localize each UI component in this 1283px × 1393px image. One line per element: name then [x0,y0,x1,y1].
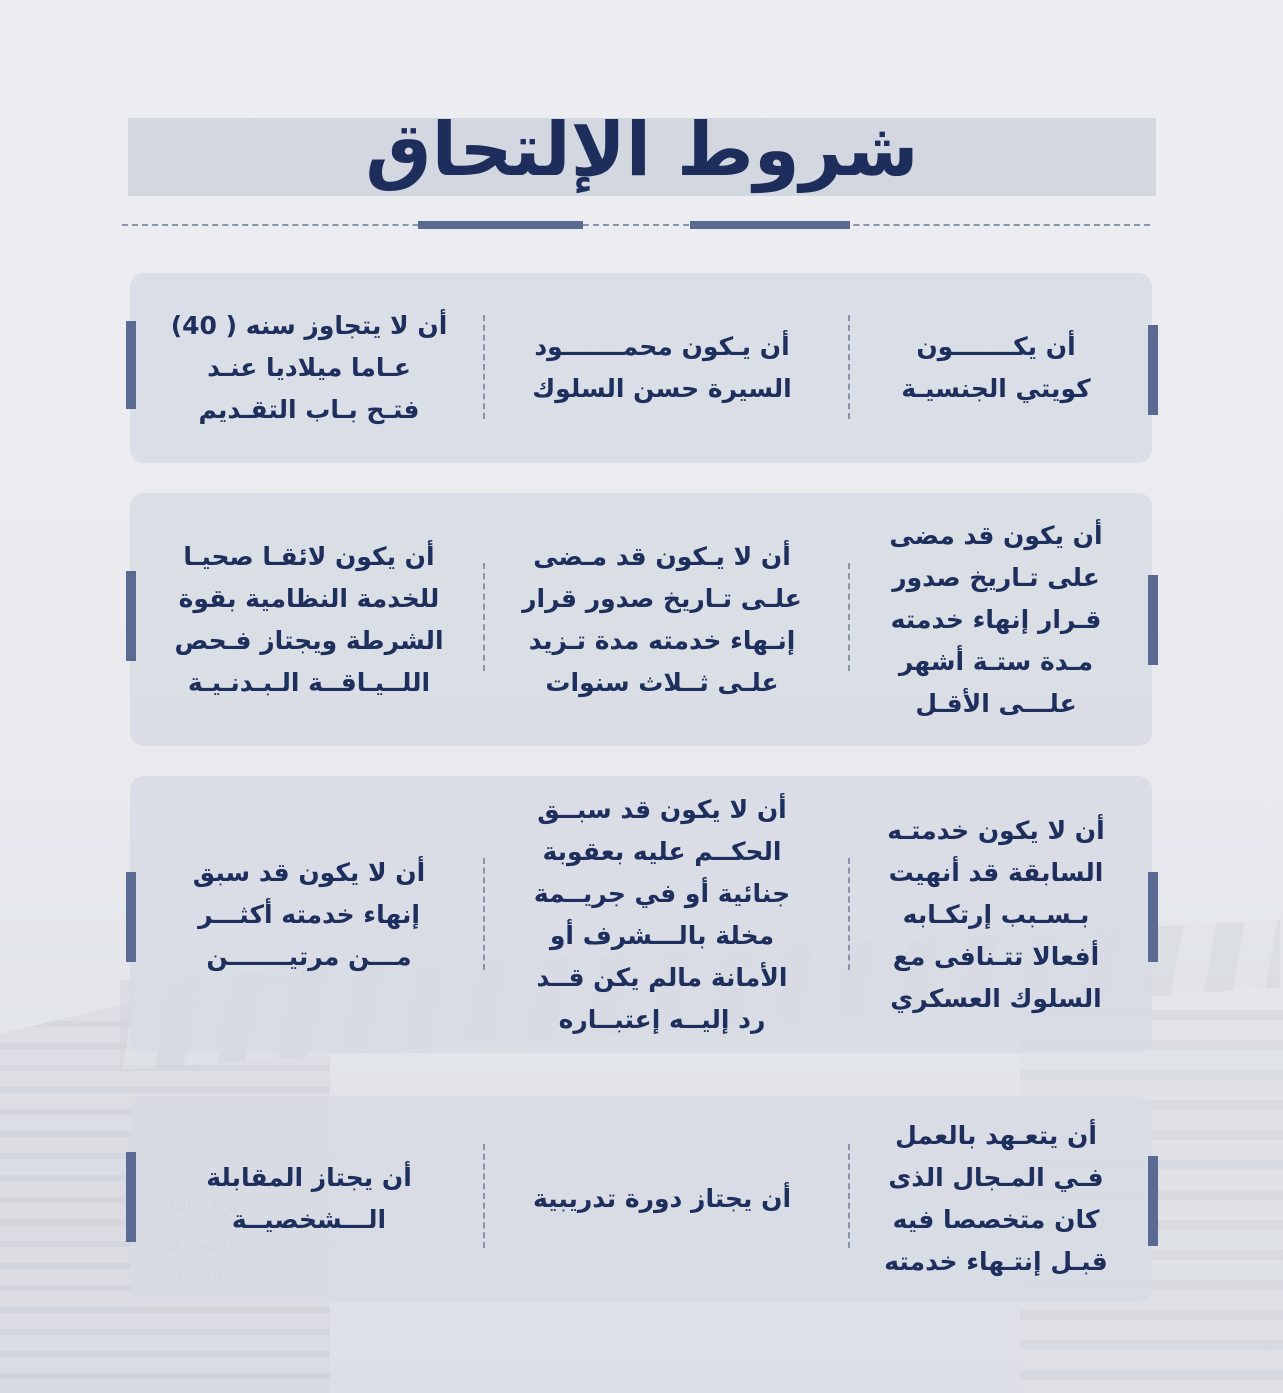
row-accent-bar [126,571,136,661]
condition-work-in-specialization [848,1096,1144,1302]
divider-accent-left [418,221,583,229]
row-accent-bar [126,321,136,409]
conditions-row-2 [130,493,1152,746]
condition-text: أن يتعـهد بالعمل فـي المـجال الذى كان متخصصا فيه قبـل إنتـهاء خدمته [884,1121,1108,1276]
condition-not-terminated-twice [142,776,476,1053]
column-separator [483,563,485,671]
condition-medically-fit [142,493,476,746]
condition-nationality [848,273,1144,463]
row-accent-bar [1148,575,1158,665]
condition-no-criminal-record [482,776,842,1053]
condition-good-conduct [482,273,842,463]
condition-text: أن يـكون محمـــــــود السيرة حسن السلوك [532,332,792,403]
title-divider [122,224,1150,226]
page-title: شروط الإلتحاق [365,107,919,193]
conditions-row-4 [130,1096,1152,1302]
condition-text: أن لا يكون خدمتـه السابقة قد أنهيت بـسـبب إرتكـابه أفعالا تتـنافى مع السلوك العسكري [887,815,1105,1013]
condition-personal-interview [142,1096,476,1302]
condition-service-not-terminated-for-conduct [848,776,1144,1053]
condition-training-course [482,1096,842,1302]
row-accent-bar [126,872,136,962]
row-accent-bar [1148,872,1158,962]
column-separator [848,858,850,970]
column-separator [848,315,850,419]
condition-age-limit [142,273,476,463]
condition-not-over-three-years [482,493,842,746]
column-separator [483,315,485,419]
column-separator [483,858,485,970]
condition-text: أن يكـــــــون كويتي الجنسيـة [901,332,1091,403]
conditions-row-1 [130,273,1152,463]
column-separator [848,563,850,671]
column-separator [848,1144,850,1248]
column-separator [483,1144,485,1248]
row-accent-bar [1148,325,1158,415]
row-accent-bar [126,1152,136,1242]
condition-text: أن يكون لائقـا صحيـا للخدمة النظامية بقوة الشرطة ويجتاز فـحص اللــيـاقــة الـبـدنـيـة [174,541,444,697]
condition-text: أن يجتاز دورة تدريبية [532,1184,792,1213]
condition-text: أن يكون قد مضى على تـاريخ صدور قـرار إنهاء خدمته مـدة ستـة أشهر علـــى الأقـل [889,520,1103,718]
condition-text: أن لا يكون قد سبــق الحكــم عليه بعقوبة جنائية أو في جريــمة مخلة بالـــشرف أو الأمانة مالم يكن قــد رد إليــه إعتبــاره [533,794,791,1034]
condition-text: أن لا يكون قد سبق إنهاء خدمته أكثـــر مـــن مرتيـــــــن [192,857,426,971]
row-accent-bar [1148,1156,1158,1246]
condition-text: أن يجتاز المقابلة الـــشخصيــة [206,1163,412,1234]
condition-six-months-since-termination [848,493,1144,746]
condition-text: أن لا يتجاوز سنه ( 40) عـاما ميلاديا عنـد فتـح بـاب التقـديم [170,311,448,424]
condition-text: أن لا يـكون قد مـضى علـى تـاريخ صدور قرار إنـهاء خدمته مدة تـزيد علـى ثــلاث سنوات [522,541,802,697]
conditions-row-3 [130,776,1152,1053]
divider-accent-right [690,221,850,229]
